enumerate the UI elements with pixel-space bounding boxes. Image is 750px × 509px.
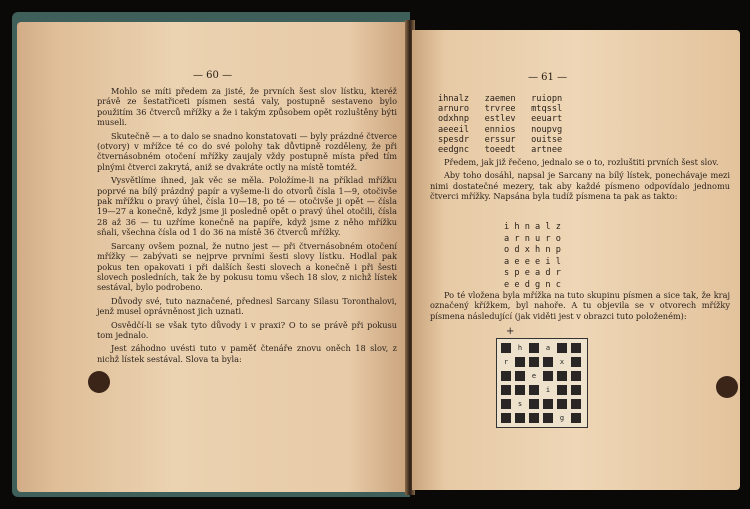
left-page	[17, 22, 407, 492]
right-paragraph: Aby toho dosáhl, napsal je Sarcany na bílý lístek, ponechávaje mezi nimi dostatečné mezery, tak aby každé písmeno odpovídalo jednomu čtverci mřížky. Napsána byla tudíž písmena ta pak as takto:	[430, 170, 730, 202]
grille-closed-cell	[529, 385, 539, 395]
grille-closed-cell	[571, 385, 581, 395]
left-paragraph: Osvědčí-li se však tyto důvody i v praxi? O to se právě při pokusu tom jednalo.	[97, 319, 397, 340]
word-row: ihnalz zaemen ruiopn	[438, 94, 563, 104]
letter-grid-row: a r n u r o	[504, 233, 561, 244]
letter-grid	[504, 222, 561, 291]
letter-grid-row: s p e a d r	[504, 268, 561, 278]
grille-closed-cell	[529, 399, 539, 409]
word-row: eedgnc toeedt artnee	[438, 145, 563, 156]
grille-open-cell: e	[529, 371, 539, 381]
grille-closed-cell	[515, 357, 525, 367]
letter-grid-row: o d x h n p	[504, 245, 561, 255]
grille-closed-cell	[543, 413, 553, 423]
binding-hole-left	[88, 371, 110, 393]
grille-closed-cell	[529, 413, 539, 423]
grille-closed-cell	[557, 399, 567, 409]
letter-grid-row: i h n a l z	[504, 222, 561, 232]
page-number-left: — 60 —	[193, 70, 233, 81]
word-row: aeeeil ennios noupvg	[438, 124, 563, 135]
grille-closed-cell	[557, 371, 567, 381]
binding-hole-right	[716, 376, 738, 398]
left-paragraph: Jest záhodno uvésti tuto v paměť čtenáře znovu oněch 18 slov, z nichž lístek sestával. Slova ta byla:	[97, 343, 397, 364]
word-row: spesdr erssur ouitse	[438, 134, 563, 145]
grille-open-cell: i	[543, 385, 553, 395]
word-rows	[438, 94, 562, 155]
word-row: odxhnp estlev eeuart	[438, 114, 563, 125]
left-paragraph: Důvody své, tuto naznačené, přednesl Sarcany Silasu Toronthalovi, jenž musel oprávněnost jich uznati.	[97, 295, 397, 317]
left-paragraph: Sarcany ovšem poznal, že nutno jest — při čtvernásobném otočení mřížky — zabývati se nejprve prvními šesti slovy lístku. Hodlal pak pokus ten opakovati i při dalších šesti slovech a konečně i při šesti slovech posledních, tak že by pokusu tomu všech 18 slov, z nichž lístek sestával, bylo podrobeno.	[97, 240, 397, 293]
grille-open-cell: s	[515, 399, 525, 409]
right-page-text-after: Po té vložena byla mřížka na tuto skupinu písmen a sice tak, že kraj označený křížkem, byl nahoře. A tu objevila se v otvorech mřížky písmena následující (jak viděti jest v obrazci tuto položeném):	[430, 290, 730, 321]
grille-closed-cell	[515, 371, 525, 381]
right-paragraph: Předem, jak již řečeno, jednalo se o to, rozluštiti prvních šest slov.	[444, 157, 719, 167]
grille-closed-cell	[543, 399, 553, 409]
grille-closed-cell	[557, 385, 567, 395]
grille-closed-cell	[515, 385, 525, 395]
grille-closed-cell	[529, 343, 539, 353]
grille-open-cell: g	[557, 413, 567, 423]
grille-closed-cell	[501, 399, 511, 409]
grille-closed-cell	[557, 343, 567, 353]
grille-closed-cell	[571, 413, 581, 423]
grille-closed-cell	[571, 343, 581, 353]
grille-open-cell: h	[515, 343, 525, 353]
left-paragraph: Vysvětlíme ihned, jak věc se měla. Položíme-li na příklad mřížku poprvé na bílý prázdný papír a vyšeme-li do otvorů čísla 1—9, otočivše pak mřížku o pravý úhel, čísla 10—18, po té — otočivše ji opět — čísla 19—27 a konečně, když jsme ji posledně opět o pravý úhel otočili, čísla 28 až 36 — tu uzříme konečně na papíře, když jsme z něho mřížku sňali, všechna čísla od 1 do 36 na místě 36 čtverců mřížky.	[97, 175, 397, 238]
letter-grid-row: a e e e i l	[504, 256, 561, 267]
grille-closed-cell	[501, 413, 511, 423]
grille-open-cell: a	[543, 343, 553, 353]
left-paragraph: Mohlo se míti předem za jisté, že prvních šest slov lístku, kteréž právě ze šestatřiceti písmen sestá valy, postupně sestaveno bylo použitím 36 čtverců mřížky a že i takým způsobem opět rozluštěny býti museli.	[97, 86, 397, 128]
left-page-text	[97, 86, 397, 367]
mask-plus-marker: +	[506, 326, 515, 337]
right-page	[412, 30, 740, 490]
grille-closed-cell	[571, 357, 581, 367]
grille-closed-cell	[501, 371, 511, 381]
grille-closed-cell	[515, 413, 525, 423]
letter-grid-row: e e d g n c	[504, 279, 561, 290]
grille-closed-cell	[543, 357, 553, 367]
page-number-right: — 61 —	[528, 72, 568, 83]
grille-open-cell: x	[557, 357, 567, 367]
grille-closed-cell	[501, 343, 511, 353]
grille-open-cell: r	[501, 357, 511, 367]
grille-closed-cell	[543, 371, 553, 381]
right-page-text	[430, 157, 730, 205]
word-row: arnuro trvree mtqssl	[438, 104, 563, 115]
grille-closed-cell	[529, 357, 539, 367]
grille-closed-cell	[571, 399, 581, 409]
grille-closed-cell	[501, 385, 511, 395]
grille-closed-cell	[571, 371, 581, 381]
left-paragraph: Skutečně — a to dalo se snadno konstatovati — byly prázdné čtverce (otvory) v mřížce té co do své polohy tak důvtipně rozděleny, že při čtvernásobném otočení mřížky zaujaly vždy postupně místa před tím plnými čtverci zakrytá, aniž se dvakráte octly na místě tomtéž.	[97, 130, 397, 172]
grille-mask	[496, 338, 588, 428]
